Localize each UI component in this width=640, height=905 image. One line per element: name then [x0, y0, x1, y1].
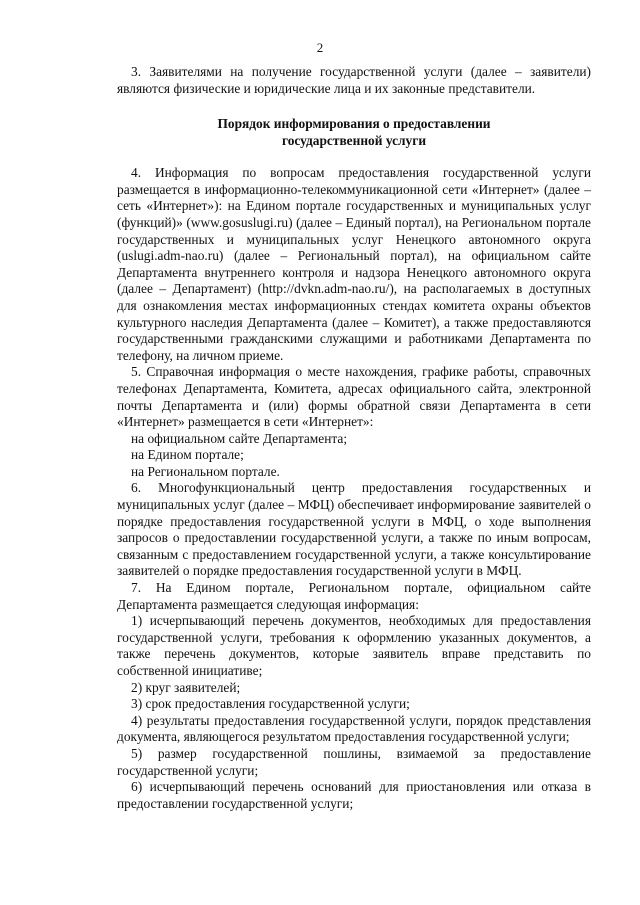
paragraph-6: 6. Многофункциональный центр предоставления государственных и муниципальных услуг (далее – МФЦ) обеспечивает информирование заявителей о порядке предоставления государственной услуги в МФЦ, о ходе выполнения запросов о предоставлении государственной услуги, а также по иным вопросам, связанным с предоставлением государственной услуги, а также консультирование заявителей о порядке предоставления государственной услуги в МФЦ.: [117, 480, 591, 579]
paragraph-5: 5. Справочная информация о месте нахождения, графике работы, справочных телефонах Департамента, Комитета, адресах официального сайта, электронной почты Департамента и (или) формы обратной связи Департамента в сети «Интернет» размещается в сети «Интернет»:: [117, 364, 591, 430]
page-number: 2: [316, 40, 324, 55]
paragraph-5-item-1: на официальном сайте Департамента;: [131, 430, 348, 446]
paragraph-7-item-3: 3) срок предоставления государственной услуги;: [131, 696, 410, 712]
paragraph-7-item-1: 1) исчерпывающий перечень документов, необходимых для предоставления государственной услуги, требования к оформлению указанных документов, а также перечень документов, которые заявитель вправе представить по собственной инициативе;: [117, 613, 591, 678]
section-heading: [117, 115, 591, 149]
paragraph-5-item-3: на Региональном портале.: [131, 463, 280, 479]
paragraph-4: 4. Информация по вопросам предоставления государственной услуги размещается в информационно-телекоммуникационной сети «Интернет» (далее – сеть «Интернет»): на Едином портале государственных и муниципальных услуг (функций)» (www.gosuslugi.ru) (далее – Единый портал), на Региональном портале государственных и муниципальных услуг Ненецкого автономного округа (uslugi.adm-nao.ru) (далее – Региональный портал), на официальном сайте Департамента внутреннего контроля и надзора Ненецкого автономного округа (далее – Департамент) (http://dvkn.adm-nao.ru/), на располагаемых в доступных для ознакомления местах информационных стендах комитета охраны объектов культурного наследия Департамента (далее – Комитет), а также предоставляются государственными гражданскими служащими и работниками Департамента по телефону, на личном приеме.: [117, 165, 591, 363]
paragraph-7-item-5: 5) размер государственной пошлины, взимаемой за предоставление государственной услуги;: [117, 745, 591, 778]
document-body: [117, 64, 591, 812]
paragraph-3: 3. Заявителями на получение государственной услуги (далее – заявители) являются физические и юридические лица и их законные представители.: [117, 64, 591, 96]
paragraph-5-item-2: на Едином портале;: [131, 447, 244, 463]
paragraph-7-item-4: 4) результаты предоставления государственной услуги, порядок представления документа, являющегося результатом предоставления государственной услуги;: [117, 712, 591, 745]
paragraph-7-item-2: 2) круг заявителей;: [131, 679, 241, 695]
paragraph-7-item-6: 6) исчерпывающий перечень оснований для приостановления или отказа в предоставлении государственной услуги;: [117, 779, 591, 811]
section-heading-line-1: Порядок информирования о предоставлении: [217, 116, 491, 132]
paragraph-7: 7. На Едином портале, Региональном портале, официальном сайте Департамента размещается следующая информация:: [117, 580, 591, 612]
section-heading-line-2: государственной услуги: [281, 133, 427, 149]
